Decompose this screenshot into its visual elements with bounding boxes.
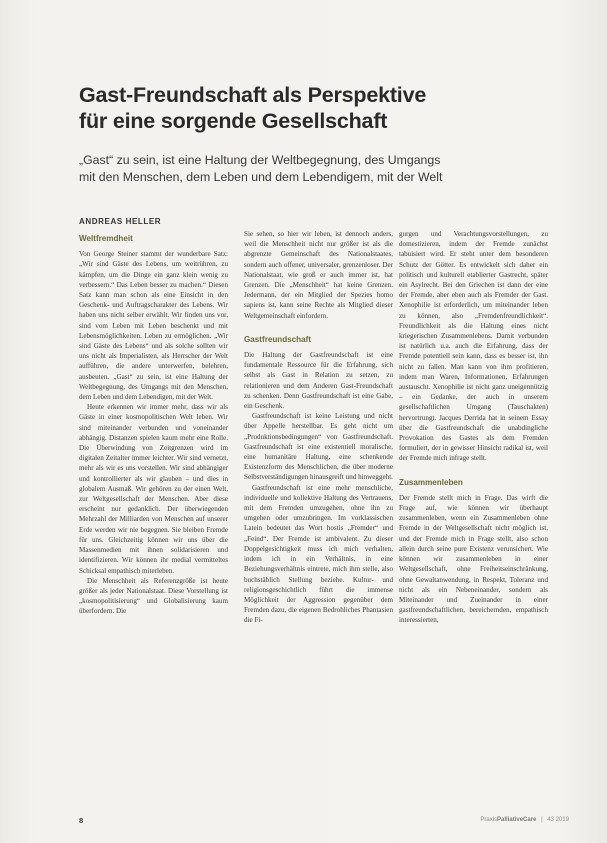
- section-heading-weltfremdheit: Weltfremdheit: [79, 234, 133, 243]
- article-title-line1: Gast-Freundschaft als Perspektive: [79, 83, 427, 107]
- article-subtitle-line2: mit den Menschen, dem Leben und dem Lebendigem, mit der Welt: [79, 170, 443, 184]
- article-subtitle-line1: „Gast“ zu sein, ist eine Haltung der Weltbegegnung, des Umgangs: [79, 153, 441, 167]
- article-title: [79, 82, 549, 134]
- section-heading-gastfreundschaft: Gastfreundschaft: [244, 334, 312, 344]
- paragraph: Gastfreundschaft ist keine Leistung und nicht über Appelle herstellbar. Es geht nicht um „Produktionsbedingungen“ von Gastfreundschaft. Gastfreundschaft ist eine existentiell moralische, eine humanitäre Haltung, eine schenkende Existenzform des Menschlichen, die über moderne Selbstverständigungen hinausgreift und hinweggeht.: [244, 412, 393, 482]
- paragraph: Die Haltung der Gastfreundschaft ist eine fundamentale Ressource für die Erfahrung, sich selbst als Gast in Relation zu setzen, zu relationieren und dem Anderen Gast-Freundschaft zu schenken. Denn Gastfreundschaft ist eine Gabe, ein Geschenk.: [244, 351, 393, 411]
- page-number: 8: [79, 816, 84, 825]
- magazine-name: PalliativeCare: [497, 817, 537, 823]
- paragraph: Sie sehen, so hier wir leben, ist dennoch anders, weil die Menschheit nicht nur größer ist als die abgrenzte Gemeinschaft des Nationalstaates, sondern auch offener, universaler, grenzenloser. Der Nationalstaat, wie groß er auch immer ist, hat Grenzen. Die „Menschheit“ hat keine Grenzen. Jedermann, der ein Mitglied der Spezies homo sapiens ist, kann seine Rechte als Mitglied dieser Weltgemeinschaft einfordern.: [244, 230, 393, 320]
- issue-label: 43 2019: [547, 817, 569, 823]
- text-column-3: [399, 229, 548, 626]
- paragraph: Von George Steiner stammt der wunderbare Satz: „Wir sind Gäste des Lebens, um weitrühren, zu kämpfen, um die Dinge ein ganz klein wenig zu verbessern.“ Das Leben besser zu machen.“ Diesen Satz kann man schon als eine Einsicht in den Geschenk- und Auftragscharakter des Lebens. Wir haben uns nicht selber erwählt. Wir finden uns vor, sind vom Leben mit Leben beschenkt und mit Lebensmöglichkeiten. Leben zu ermöglichen. „Wir sind Gäste des Lebens“ und als solche sollten wir uns nicht als Imperialisten, als Herrscher der Welt aufführen, die andere unterwerfen, belehren, ausbeuten. „Gast“ zu sein, ist eine Haltung der Weltbegegnung, des Umgangs mit den Menschen, dem Leben und dem Lebendigen, mit der Welt.: [79, 250, 228, 402]
- magazine-prefix: Praxis: [480, 817, 498, 823]
- text-column-1: [79, 234, 228, 617]
- paragraph: Gastfreundschaft ist eine mehr menschliche, individuelle und kollektive Haltung des Vertrauens, mit dem Fremden umzugehen, ohne ihn zu umgehen oder umzubringen. Im vorklassischen Latein bedeutet das Wort hostis „Fremder“ und „Feind“. Der Fremde ist ambivalent. Zu dieser Doppelgesichtigkeit muss ich mich verhalten, indem ich in ein Verhältnis, in eine Beziehungsverhältnis eintrete, mich ihm stelle, also buchstäblich Stellung beziehe. Kultur- und religionsgeschichtlich führt die immense Möglichkeit der Aggression gegenüber dem Fremden dazu, die eigenen Bedrohliches Phantasien die Fi-: [244, 483, 393, 625]
- paragraph: Der Fremde stellt mich in Frage. Das wirft die Frage auf, wie können wir überhaupt zusammenleben, wenn ein Zusammenleben ohne Fremde in der Weltgesellschaft nicht möglich ist, und der Fremde mich in Frage stellt, also schon allein durch seine pure Existenz verunsichert. Wie können wir zusammenleben in einer Weltgesellschaft, ohne Freiheitseinschränkung, ohne Gewaltanwendung, in Respekt, Toleranz und nicht als ein Nebeneinander, sondern als Miteinander und Zueinander in einer gastfreundschaftlichen, bereichernden, empathisch interessierten,: [399, 493, 548, 625]
- paragraph: Heute erkennen wir immer mehr, dass wir als Gäste in einer kosmopolitischen Welt leben. Wir sind miteinander verbunden und voneinander abhängig. Distanzen spielen kaum mehr eine Rolle. Die Überwindung von Zeitgrenzen wird im digitalen Zeitalter immer leichter. Wir sind vernetzt, mehr als wir es uns vorstellen. Wir sind abhängiger und kontrollierter als wir glauben – und dies in globalem Ausmaß. Wir gehören zu der einen Welt, zur Weltgesellschaft der Menschen. Aber diese erscheint nur gedanklich. Der überwiegenden Mehrzahl der Milliarden von Menschen auf unserer Erde werden wir nie begegnen. Sie bleiben Fremde für uns. Gleichzeitig können wir uns über die Massenmedien mit ihnen solidarisieren und identifizieren. Wir können ihr medial vermitteltes Schicksal empathisch miterleben.: [79, 403, 228, 575]
- text-column-2: [244, 229, 393, 626]
- section-heading-zusammenleben: Zusammenleben: [399, 477, 463, 487]
- paragraph: gurgen und Verachtungsvorstellungen, zu domestizieren, indem der Fremde zunächst tabuisiert wird. Er steht unter dem besonderen Schutz der Götter. Es entwickelt sich daher ein politisch und kulturell etablierter Gastrecht, später ein Asylrecht. Bei den Griechen ist dann der eine der Fremde, aber eben auch als Fremder der Gast. Xenophilie ist erforderlich, um miteinander leben zu können, also „Fremdenfreundlichkeit“. Freundlichkeit als die Haltung eines nicht kriegerischen Zusammenlebens. Damit verbunden ist natürlich u.a. auch die Erfahrung, dass der Fremde potentiell sein kann, dass es besser ist, ihn nicht zu fallen. Man kann von ihm profitieren, indem man Waren, Informationen, Erfahrungen austauscht. Xenophilie ist nicht ganz uneigennützig – ein Gedanke, der auch in unserem gesellschaftlichen Umgang (Tauschakten) hervortrungt. Jacques Derrida hat in seinem Essay über die Gastfreundschaft die unabdingliche Provokation des Gastes als dem Fremden formuliert, der in gewisser Hinsicht radikal ist, weil der Fremde mich infrage stellt.: [399, 230, 548, 463]
- paragraph: Die Menschheit als Referenzgröße ist heute größer als jeder Nationalstaat. Diese Vorstellung ist „kosmopolitisierung“ und Globalisierung kaum überfordern. Die: [79, 576, 228, 616]
- author-name: ANDREAS HELLER: [79, 217, 162, 226]
- article-subtitle: [79, 152, 559, 186]
- article-title-line2: für eine sorgende Gesellschaft: [79, 109, 388, 133]
- magazine-footer: PraxisPalliativeCare | 43 2019: [480, 817, 569, 823]
